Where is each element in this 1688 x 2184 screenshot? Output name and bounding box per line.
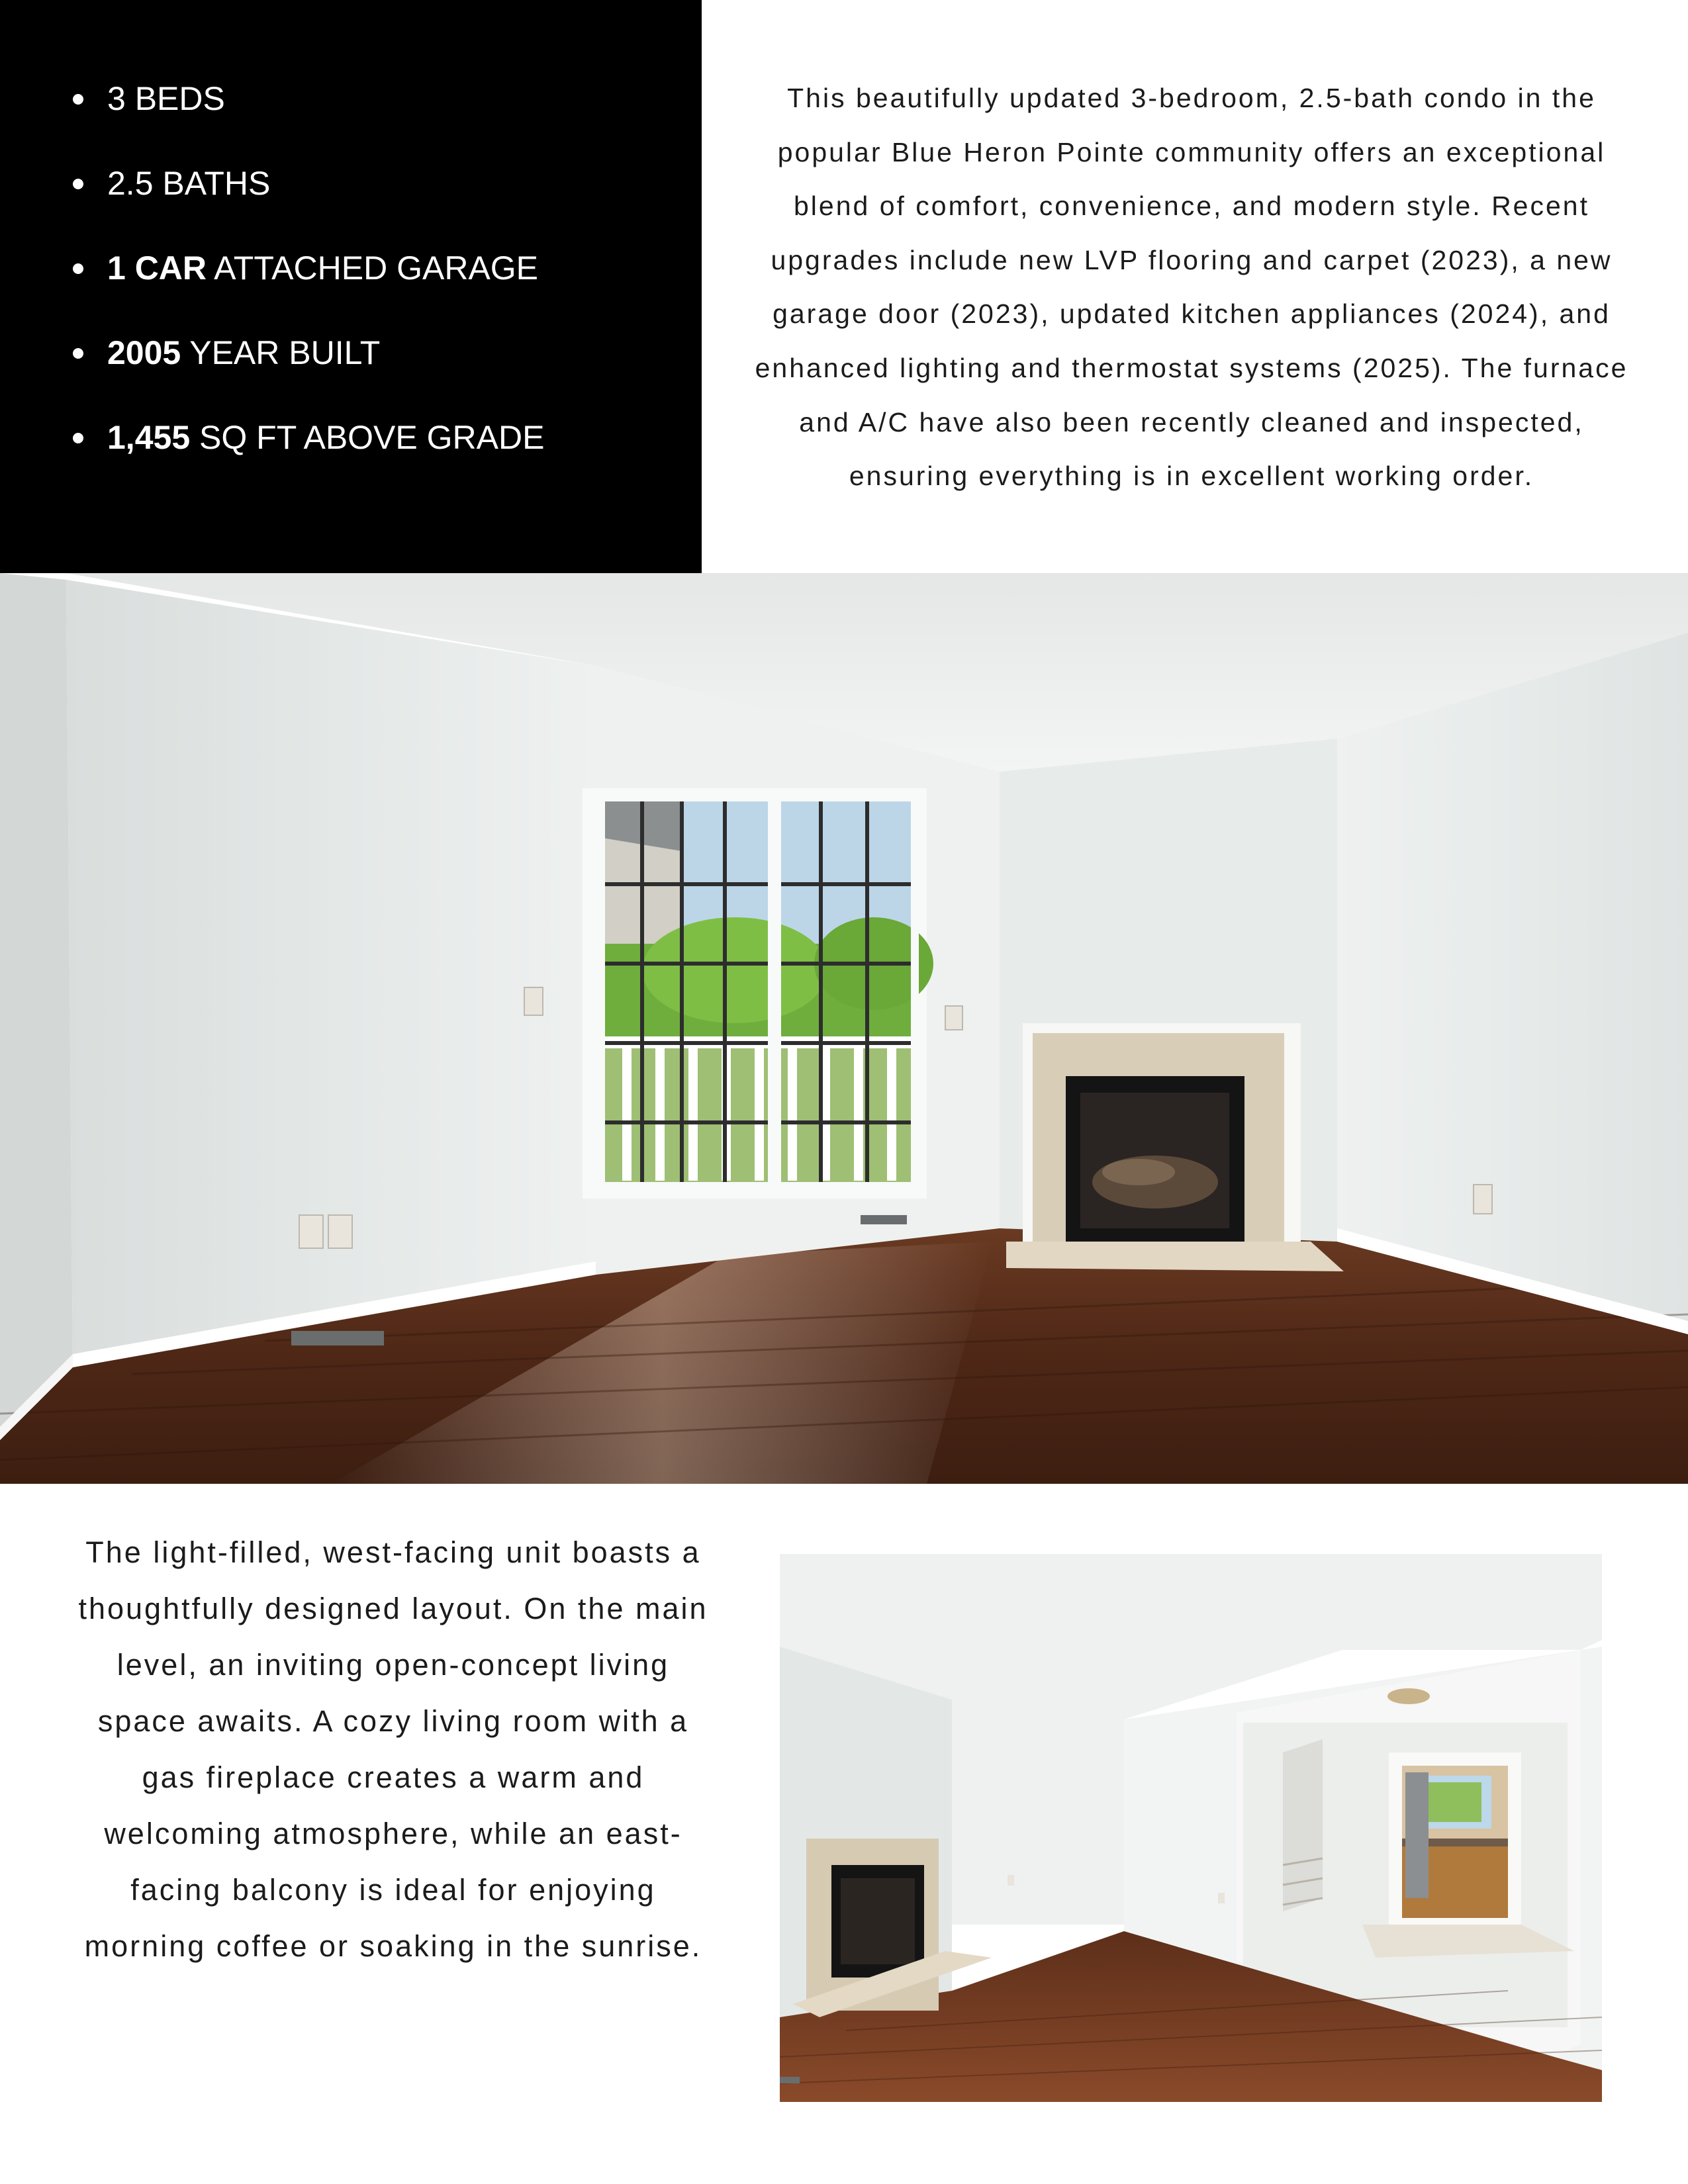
feature-bold-text: 1,455 [107,419,191,456]
feature-item-baths [69,158,544,242]
bullet-icon [73,179,83,189]
feature-text: 3 BEDS [107,80,225,117]
feature-item-year-built [69,327,544,412]
feature-bold-text: 2005 [107,334,181,371]
open-concept-photo [780,1554,1602,2102]
bullet-icon [73,94,83,105]
property-description: This beautifully updated 3-bedroom, 2.5-bath condo in the popular Blue Heron Pointe community offers an exceptional blend of comfort, convenience, and modern style. Recent upgrades include new LVP flooring and carpet (2023), a new garage door (2023), updated kitchen appliances (2024), and enhanced lighting and thermostat systems (2025). The furnace and A/C have also been recently cleaned and inspected, ensuring everything is in excellent working order. [755,83,1628,492]
feature-item-beds [69,73,544,158]
features-list [69,73,544,496]
features-panel [0,0,702,573]
bullet-icon [73,433,83,443]
feature-text: YEAR BUILT [181,334,381,371]
feature-text: 2.5 BATHS [107,165,271,202]
living-room-photo [0,573,1688,1484]
feature-bold-text: 1 CAR [107,250,207,287]
feature-text: SQ FT ABOVE GRADE [190,419,545,456]
layout-description: The light-filled, west-facing unit boasts a thoughtfully designed layout. On the main level, an inviting open-concept living space awaits. A cozy living room with a gas fireplace creates a warm and welcoming atmosphere, while an east-facing balcony is ideal for enjoying morning coffee or soaking in the sunrise. [78,1535,708,1963]
feature-text: ATTACHED GARAGE [207,250,539,287]
bullet-icon [73,348,83,359]
feature-item-garage [69,242,544,327]
bullet-icon [73,263,83,274]
feature-item-square-feet [69,412,544,496]
